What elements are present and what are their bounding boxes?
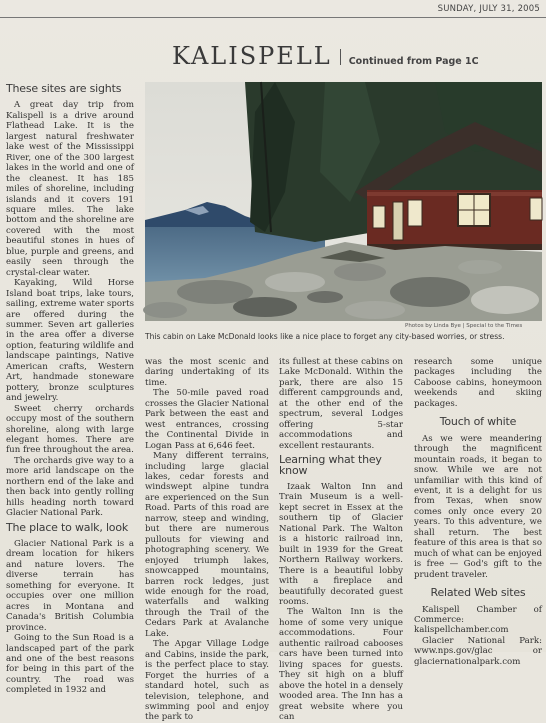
paragraph: As we were meandering through the magnificent mountain roads, it began to snow. While we are not unfamiliar with this kind of event, it is a delight for us from Texas, when snow comes only once every 20 years. To this adventure, we shall return. The best feature of this area is that so much of what can be enjoyed is free — God's gift to the prudent traveler. bbox=[414, 433, 542, 580]
paragraph: Glacier National Park: www.nps.gov/glac or glaciernationalpark.com bbox=[414, 635, 542, 667]
subhead-sights: These sites are sights bbox=[6, 82, 122, 95]
photo-credit: Photos by Linda Bye | Special to the Times bbox=[405, 323, 523, 329]
subhead-learning: Learning what they know bbox=[279, 453, 382, 477]
section-title: KALISPELL bbox=[172, 42, 332, 70]
lake-cabin-illustration bbox=[145, 82, 542, 321]
column-3 bbox=[279, 357, 403, 722]
paragraph: Going to the Sun Road is a landscaped part of the park and one of the best reasons for being in this part of the country. The road was completed in 1932 and bbox=[6, 633, 134, 696]
paragraph: Many different terrains, including large glacial lakes, cedar forests and windswept alpine tundra are experienced on the Sun Road. Parts of this road are narrow, steep and winding, but there are numerous pullouts for viewing and photographing scenery. We enjoyed triumph lakes, snowcapped mountains, barren rock ledges, just wide enough for the road, waterfalls and walking through the Trail of the Cedars Park at Avalanche Lake. bbox=[145, 451, 269, 639]
paragraph: A great day trip from Kalispell is a drive around Flathead Lake. It is the largest natural freshwater lake west of the Mississippi River, one of the 300 largest lakes in the world and one of the cleanest. It has 185 miles of shoreline, including islands and it covers 191 square miles. The lake bottom and the shoreline are covered with the most beautiful stones in hues of blue, purple and greens, and easily seen through the crystal-clear water. bbox=[6, 100, 134, 278]
subhead-web-sites: Related Web sites bbox=[430, 586, 526, 600]
column-2 bbox=[145, 357, 269, 723]
paragraph: Kalispell Chamber of Commerce: kalispellchamber.com bbox=[414, 604, 542, 636]
paragraph: research some unique packages including the Caboose cabins, honeymoon weekends and skiing packages. bbox=[414, 357, 542, 409]
paragraph: The Apgar Village Lodge and Cabins, inside the park, is the perfect place to stay. Forget the hurries of a standard hotel, such as television, telephone, and swimming pool and enjoy the park to bbox=[145, 639, 269, 723]
paragraph: The orchards give way to a more arid landscape on the northern end of the lake and then back into gently rolling hills heading north toward Glacier National Park. bbox=[6, 455, 134, 519]
cabin-photo bbox=[145, 82, 542, 321]
paragraph: Kayaking, Wild Horse Island boat trips, lake tours, sailing, extreme water sports are offered during the summer. Seven art galleries in the area offer a diverse option, featuring wildlife and landscape paintings, Native American crafts, Western Art, handmade stoneware pottery, bronze sculptures and jewelry. bbox=[6, 278, 134, 404]
subhead-walk: The place to walk, look bbox=[6, 520, 129, 534]
header-divider bbox=[340, 49, 341, 65]
column-1 bbox=[6, 80, 134, 696]
dateline: SUNDAY, JULY 31, 2005 bbox=[437, 4, 540, 14]
top-rule bbox=[0, 17, 546, 18]
paragraph: was the most scenic and daring undertaking of its time. bbox=[145, 357, 269, 388]
photo-caption: This cabin on Lake McDonald looks like a nice place to forget any city-based worries, or stress. bbox=[145, 332, 505, 341]
section-header bbox=[172, 42, 479, 72]
paragraph: The Walton Inn is the home of some very unique accommodations. Four authentic railroad cabooses cars have been turned into living spaces for guests. They sit high on a bluff above the hotel in a densely wooded area. The Inn has a great website where you can bbox=[279, 607, 403, 722]
column-4 bbox=[414, 357, 542, 667]
paragraph: The 50-mile paved road crosses the Glacier National Park between the east and west entrances, crossing the Continental Divide in Logan Pass at 6,646 feet. bbox=[145, 388, 269, 451]
paragraph: Glacier National Park is a dream location for hikers and nature lovers. The diverse terrain has something for everyone. It occupies over one million acres in Montana and Canada's British Columbia province. bbox=[6, 539, 134, 633]
jump-line: Continued from Page 1C bbox=[348, 56, 479, 67]
paragraph: Sweet cherry orchards occupy most of the southern shoreline, along with large elegant homes. There are fun free throughout the area. bbox=[6, 403, 134, 456]
paragraph: its fullest at these cabins on Lake McDonald. Within the park, there are also 15 different campgrounds and, at the other end of the spectrum, several Lodges offering 5-star accommodations and excellent restaurants. bbox=[279, 357, 403, 451]
subhead-touch-of-white: Touch of white bbox=[439, 415, 517, 429]
paragraph: Izaak Walton Inn and Train Museum is a well-kept secret in Essex at the southern tip of Glacier National Park. The Walton is a historic railroad inn, built in 1939 for the Great Northern Railway workers. There is a beautiful lobby with a fireplace and beautifully decorated guest rooms. bbox=[279, 481, 403, 607]
